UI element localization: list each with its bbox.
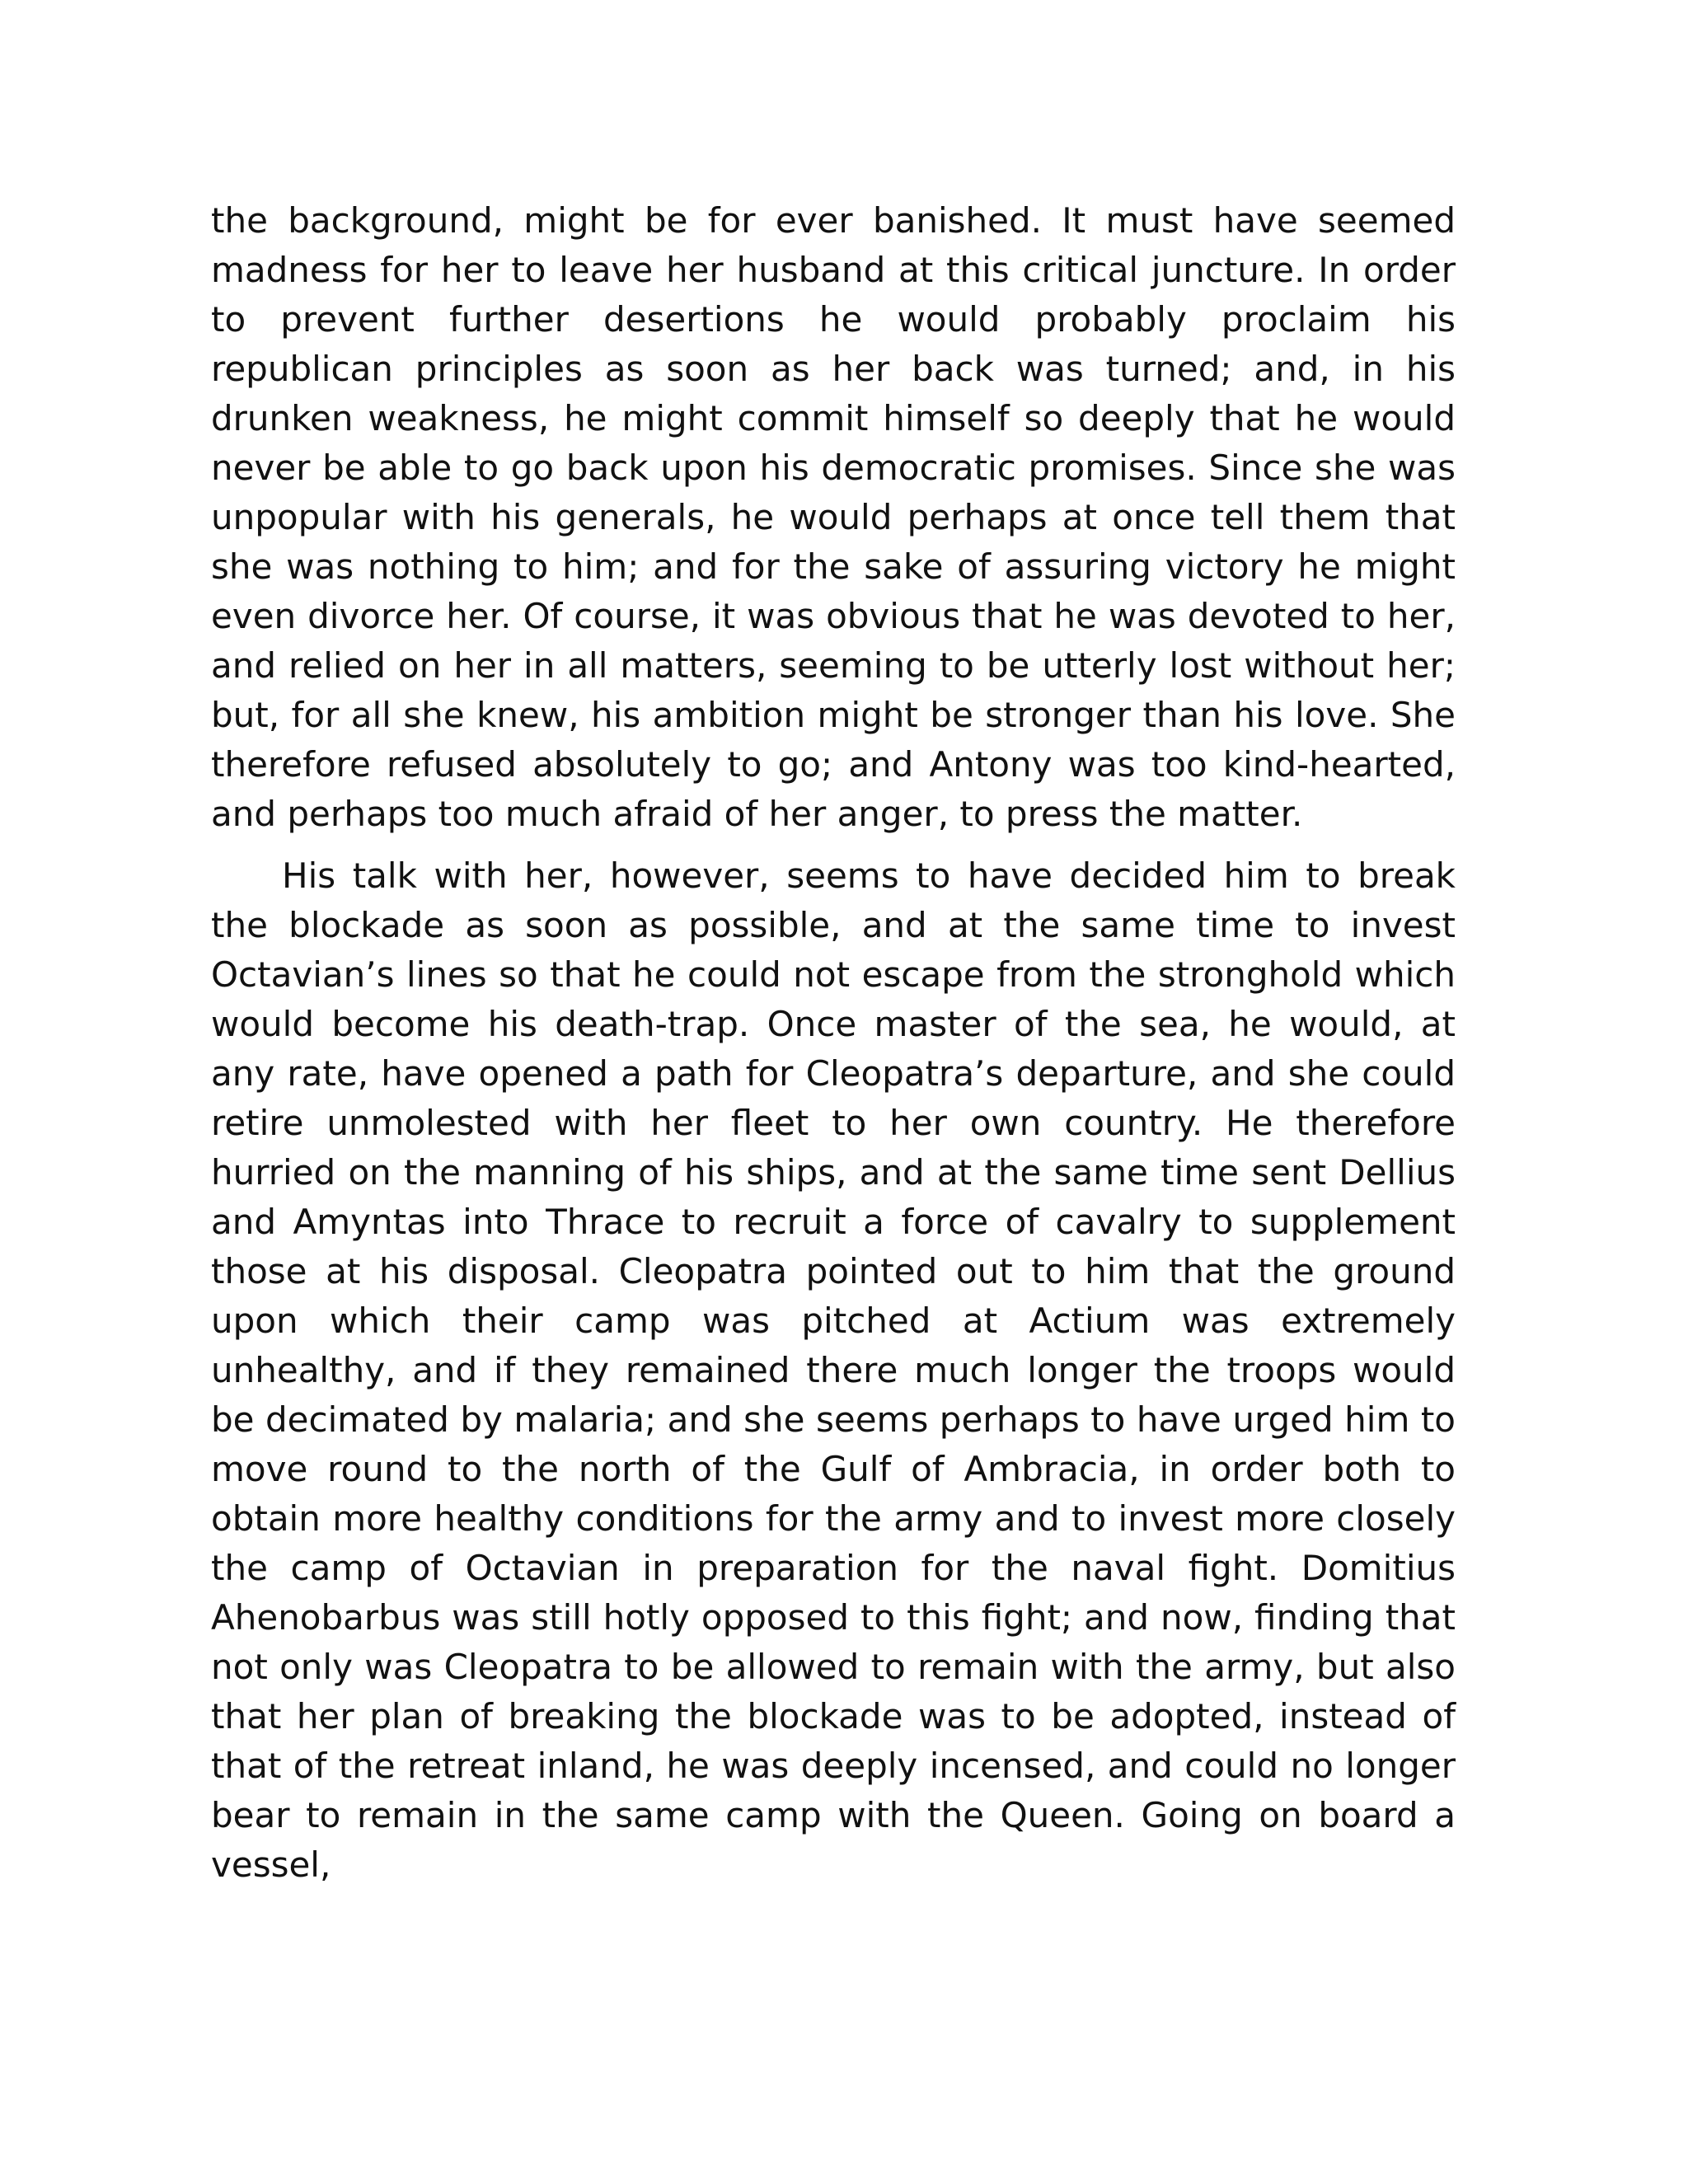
body-text — [211, 196, 1456, 1890]
paragraph-cleopatra-refuses: the background, might be for ever banished. It must have seemed madness for her to leave her husband at this critical juncture. In order to prevent further desertions he would probably proclaim his republican principles as soon as her back was turned; and, in his drunken weakness, he might commit himself so deeply that he would never be able to go back upon his democratic promises. Since she was unpopular with his generals, he would perhaps at once tell them that she was nothing to him; and for the sake of assuring victory he might even divorce her. Of course, it was obvious that he was devoted to her, and relied on her in all matters, seeming to be utterly lost without her; but, for all she knew, his ambition might be stronger than his love. She therefore refused absolutely to go; and Antony was too kind-hearted, and perhaps too much afraid of her anger, to press the matter. — [211, 200, 1456, 834]
paragraph-blockade-plan: His talk with her, however, seems to have decided him to break the blockade as soon as possible, and at the same time to invest Octavian’s lines so that he could not escape from the stronghold which would become his death-trap. Once master of the sea, he would, at any rate, have opened a path for Cleopatra’s departure, and she could retire unmolested with her fleet to her own country. He therefore hurried on the manning of his ships, and at the same time sent Dellius and Amyntas into Thrace to recruit a force of cavalry to supplement those at his disposal. Cleopatra pointed out to him that the ground upon which their camp was pitched at Actium was extremely unhealthy, and if they remained there much longer the troops would be decimated by malaria; and she seems perhaps to have urged him to move round to the north of the Gulf of Ambracia, in order both to obtain more healthy conditions for the army and to invest more closely the camp of Octavian in preparation for the naval fight. Domitius Ahenobarbus was still hotly opposed to this fight; and now, finding that not only was Cleopatra to be allowed to remain with the army, but also that her plan of breaking the blockade was to be adopted, instead of that of the retreat inland, he was deeply incensed, and could no longer bear to remain in the same camp with the Queen. Going on board a vessel, — [211, 855, 1456, 1885]
